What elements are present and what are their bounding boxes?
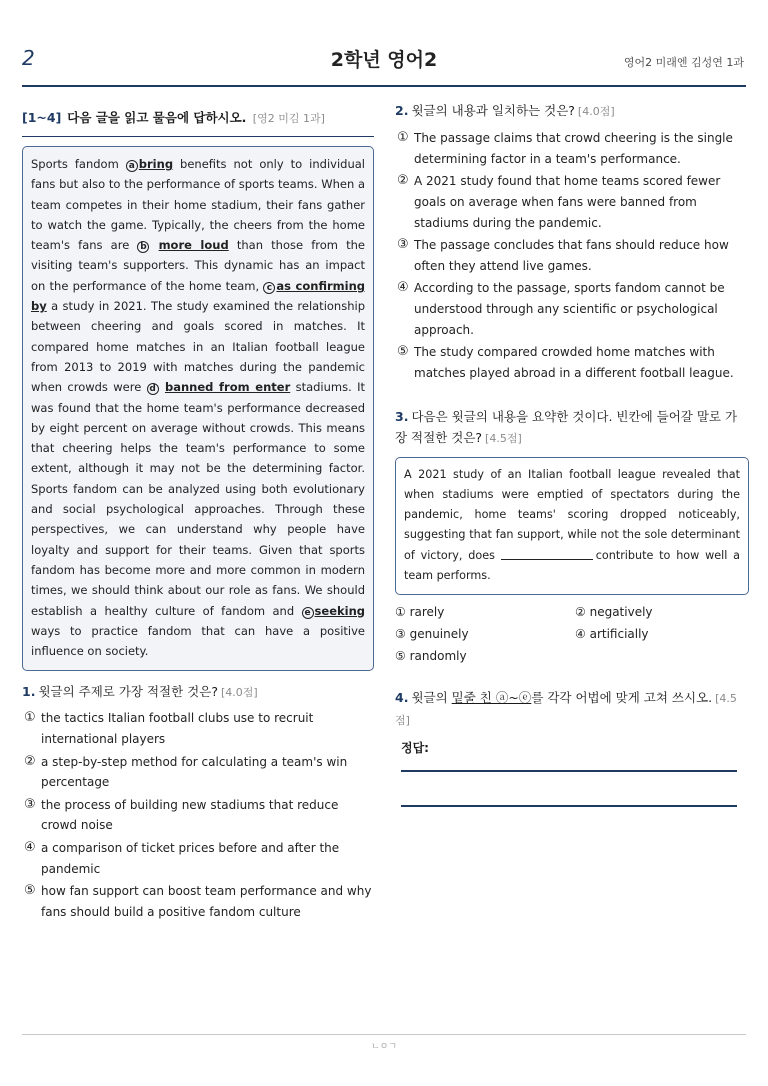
question-text: 윗글의 주제로 가장 적절한 것은? xyxy=(38,684,218,700)
question-4 xyxy=(395,687,749,731)
question-2 xyxy=(395,100,749,122)
choice-text: negatively xyxy=(589,605,653,620)
underlined-b: more loud xyxy=(158,238,229,253)
choice-item[interactable] xyxy=(22,838,374,880)
choice-number: ④ xyxy=(575,627,586,642)
summary-text: contribute to how well a team performs. xyxy=(404,548,740,583)
choice-item[interactable] xyxy=(575,601,749,623)
choice-item[interactable] xyxy=(22,795,374,837)
footer-divider xyxy=(22,1034,746,1035)
choice-number: ③ xyxy=(395,627,406,642)
choice-item[interactable] xyxy=(575,623,749,645)
choice-number: ② xyxy=(24,753,36,769)
question-text: 윗글의 내용과 일치하는 것은? xyxy=(411,103,575,118)
answer-line-2[interactable] xyxy=(401,805,737,807)
passage-text: a study in 2021. The study examined the relationship between cheering and goals scored in matches. It compared home matches in an Italian football league from 2013 to 2019 with matches during the pandemic when crowds were xyxy=(31,299,365,395)
question-points: [4.5점] xyxy=(485,431,522,445)
choice-item[interactable] xyxy=(22,752,374,794)
question-range: [1~4] xyxy=(22,110,62,125)
reading-passage xyxy=(22,146,374,671)
choice-item[interactable] xyxy=(395,278,749,340)
marker-d: d xyxy=(147,383,159,395)
page-number: 2 xyxy=(22,46,35,70)
q2-choices xyxy=(395,128,749,384)
passage-text: benefits not only to individual fans but also to the performance of sports teams. When a team competes in their home stadium, their fans gather to watch the game. Typically, the cheers from the home team's fans are xyxy=(31,157,365,253)
choice-number: ④ xyxy=(397,280,409,296)
marker-c: c xyxy=(263,282,275,294)
choice-item[interactable] xyxy=(395,601,575,623)
choice-number: ④ xyxy=(24,839,36,855)
choice-number: ① xyxy=(397,130,409,145)
choice-text: rarely xyxy=(409,605,445,620)
instruction-divider xyxy=(22,136,374,137)
choice-number: ① xyxy=(395,605,406,620)
choice-text: the process of building new stadiums that reduce crowd noise xyxy=(41,797,339,833)
choice-item[interactable] xyxy=(22,881,374,923)
header-divider xyxy=(22,85,746,87)
choice-number: ⑤ xyxy=(397,343,409,359)
question-text: 를 각각 어법에 맞게 고쳐 쓰시오. xyxy=(531,690,713,706)
question-1 xyxy=(22,681,374,703)
choice-item[interactable] xyxy=(395,645,575,667)
choice-number: ⑤ xyxy=(395,649,406,664)
passage-text: Sports fandom xyxy=(31,157,126,171)
passage-text: stadiums. It was found that the home team's performance decreased by eight percent on average without crowds. This means that cheering helps the team's performance to some extent, although it may not be the determining factor. Sports fandom can be analyzed using both evolutionary and social psychological approaches. Through these perspectives, we can understand why people have loyalty and support for their teams. Given that sports fandom has become more and more common in modern times, we should think about our role as fans. We should establish a healthy culture of fandom and xyxy=(31,380,365,618)
choice-number: ② xyxy=(397,173,409,189)
choice-text: The study compared crowded home matches with matches played abroad in a different football league. xyxy=(414,344,734,380)
page-header xyxy=(0,0,768,86)
q3-choices xyxy=(395,601,749,667)
choice-text: genuinely xyxy=(409,627,469,642)
summary-text: A 2021 study of an Italian football league revealed that when stadiums were emptied of spectators during the pandemic, home teams' scoring dropped noticeably, suggesting that fan support, while not the sole determinant of victory, does xyxy=(404,467,740,562)
choice-item[interactable] xyxy=(395,128,749,170)
passage-text: than those from the visiting team's supporters. This dynamic has an impact on the performance of the home team, xyxy=(31,238,365,293)
choice-item[interactable] xyxy=(395,623,575,645)
left-column xyxy=(22,108,374,924)
choice-number: ③ xyxy=(24,796,36,812)
exam-title: 2학년 영어2 xyxy=(330,49,438,71)
marker-e: e xyxy=(302,607,314,619)
choice-item[interactable] xyxy=(22,708,374,750)
question-text: 윗글의 xyxy=(411,690,452,706)
subject-label: 영어2 미래엔 김성연 1과 xyxy=(623,56,744,69)
choice-text: According to the passage, sports fandom cannot be understood through any scientific or psychological approach. xyxy=(414,281,725,337)
choice-text: randomly xyxy=(409,649,467,664)
passage-text: ways to practice fandom that can have a positive influence on society. xyxy=(31,623,365,659)
question-points: [4.0점] xyxy=(220,686,258,700)
choice-text: the tactics Italian football clubs use to recruit international players xyxy=(41,711,314,747)
answer-line-1[interactable] xyxy=(401,770,737,772)
choice-number: ③ xyxy=(397,236,409,252)
q1-choices xyxy=(22,708,374,922)
choice-text: artificially xyxy=(589,627,649,642)
question-number: 3. xyxy=(395,408,409,424)
summary-box xyxy=(395,457,749,596)
choice-item[interactable] xyxy=(395,171,749,233)
choice-text: a step-by-step method for calculating a team's win percentage xyxy=(41,754,348,790)
question-3 xyxy=(395,406,749,449)
choice-item[interactable] xyxy=(395,235,749,277)
choice-text: The passage concludes that fans should reduce how often they attend live games. xyxy=(414,237,729,273)
question-number: 4. xyxy=(395,690,409,706)
answer-label: 정답: xyxy=(401,741,429,756)
question-points: [4.5점] xyxy=(395,692,737,728)
question-number: 2. xyxy=(395,103,409,118)
choice-text: a comparison of ticket prices before and after the pandemic xyxy=(41,840,340,876)
underlined-c: as confirming by xyxy=(31,278,365,314)
choice-item[interactable] xyxy=(395,342,749,384)
choice-text: The passage claims that crowd cheering is the single determining factor in a team's performance. xyxy=(414,131,733,166)
choice-number: ① xyxy=(24,710,36,726)
question-text: 다음은 윗글의 내용을 요약한 것이다. 빈칸에 들어갈 말로 가장 적절한 것은? xyxy=(395,408,738,445)
question-points: [4.0점] xyxy=(577,105,615,118)
choice-text: how fan support can boost team performance and why fans should build a positive fandom culture xyxy=(41,883,372,919)
underlined-d: banned from enter xyxy=(164,380,291,395)
underlined-a: bring xyxy=(138,157,174,171)
instruction-text: 다음 글을 읽고 물음에 답하시오. xyxy=(67,110,247,125)
choice-number: ② xyxy=(575,605,586,620)
answer-blank[interactable] xyxy=(501,548,593,560)
instruction xyxy=(22,108,374,130)
marker-b: b xyxy=(137,241,149,253)
choice-text: A 2021 study found that home teams scored fewer goals on average when fans were banned from stadiums during the pandemic. xyxy=(414,174,721,230)
marker-a: a xyxy=(126,160,138,172)
instruction-source: [영2 미김 1과] xyxy=(252,112,325,125)
right-column xyxy=(395,100,749,807)
choice-number: ⑤ xyxy=(24,882,36,898)
question-text-underlined: 밑줄 친 ⓐ~ⓔ xyxy=(451,690,532,706)
underlined-e: seeking xyxy=(314,603,365,618)
question-number: 1. xyxy=(22,684,36,700)
footer-text: ㄴㅇㄱ xyxy=(370,1042,398,1052)
